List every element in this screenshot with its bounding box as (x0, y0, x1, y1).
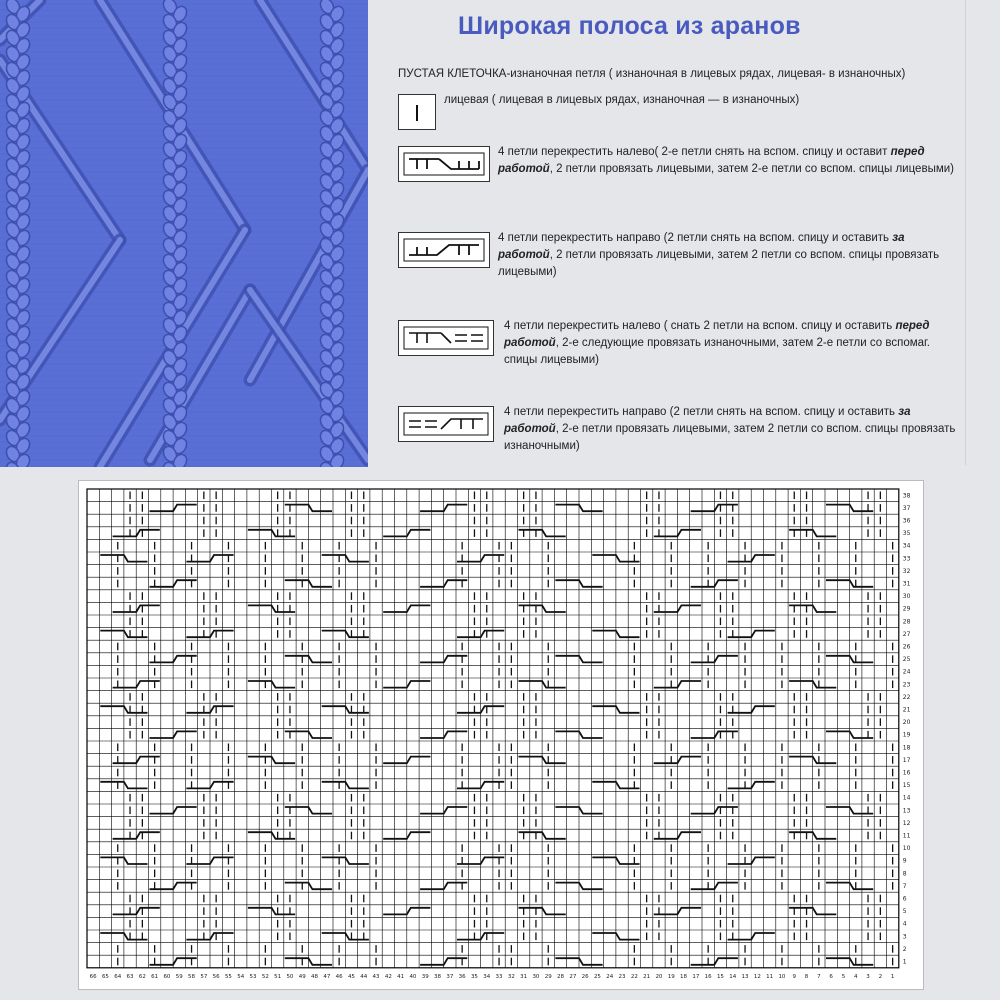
column-number: 54 (237, 973, 245, 980)
column-number: 42 (384, 973, 392, 980)
column-number: 59 (175, 973, 183, 980)
column-number: 30 (532, 973, 540, 980)
row-number: 1 (902, 958, 907, 966)
legend-cross-left-knit-text: 4 петли перекрестить налево( 2-е петли снять на вспом. спицу и оставит перед работой, 2 петли провязать лицевыми, затем 2-е петли со вспом. спицы лицевыми) (498, 146, 954, 175)
column-number: 29 (544, 973, 552, 980)
column-number: 24 (606, 973, 614, 980)
column-number: 62 (138, 973, 146, 980)
column-number: 32 (507, 973, 515, 980)
knit-symbol-icon (398, 94, 436, 130)
legend-cross-right-purl-text: 4 петли перекрестить направо (2 петли снять на вспом. спицу и оставить за работой, 2-е петли провязать лицевыми, затем 2 петли со вспом. спицы провязать изнаночными) (504, 406, 956, 452)
row-number: 9 (902, 857, 907, 865)
column-number: 51 (274, 973, 282, 980)
column-number: 3 (866, 973, 870, 980)
column-number: 45 (347, 973, 355, 980)
row-number: 4 (902, 920, 907, 928)
column-number: 53 (249, 973, 257, 980)
column-number: 11 (766, 973, 774, 980)
column-number: 55 (224, 973, 232, 980)
knitting-chart-grid (79, 481, 923, 989)
column-number: 15 (716, 973, 724, 980)
row-number: 5 (902, 908, 907, 916)
row-number: 3 (902, 933, 907, 941)
column-number: 5 (841, 973, 846, 980)
legend-knit-text: лицевая ( лицевая в лицевых рядах, изнаночная — в изнаночных) (444, 94, 800, 106)
column-number: 44 (360, 973, 368, 980)
column-number: 19 (667, 973, 675, 980)
column-number: 52 (261, 973, 269, 980)
column-number: 6 (829, 973, 833, 980)
column-number: 34 (483, 973, 491, 980)
knitting-chart (78, 480, 924, 990)
row-number: 34 (902, 542, 911, 550)
row-number: 36 (902, 517, 911, 525)
row-number: 25 (902, 656, 911, 664)
row-number: 37 (902, 504, 911, 512)
row-number: 15 (902, 782, 911, 790)
column-number: 57 (200, 973, 208, 980)
column-number: 35 (470, 973, 478, 980)
column-number: 7 (817, 973, 821, 980)
cross-left-knit-icon (398, 146, 490, 182)
row-number: 13 (902, 807, 911, 815)
column-number-labels (90, 974, 895, 980)
row-number: 19 (902, 731, 911, 739)
row-number: 11 (902, 832, 911, 840)
row-number: 2 (902, 945, 907, 953)
column-number: 26 (581, 973, 589, 980)
column-number: 18 (680, 973, 688, 980)
row-number: 23 (902, 681, 911, 689)
column-number: 41 (397, 973, 405, 980)
row-number: 35 (902, 530, 911, 538)
legend-cross-left-purl-text: 4 петли перекрестить налево ( снать 2 петли на вспом. спицу и оставить перед работой, 2-е следующие провязать изнаночными, затем 2-е петли со вспомаг. спицы лицевыми) (504, 320, 930, 366)
row-number: 22 (902, 693, 911, 701)
column-number: 36 (458, 973, 466, 980)
column-number: 17 (692, 973, 700, 980)
column-number: 13 (741, 973, 749, 980)
column-number: 14 (729, 973, 737, 980)
column-number: 63 (126, 973, 134, 980)
column-number: 37 (446, 973, 454, 980)
column-number: 2 (878, 973, 883, 980)
row-number: 30 (902, 593, 911, 601)
column-number: 8 (804, 973, 809, 980)
row-number: 29 (902, 605, 911, 613)
row-number: 27 (902, 630, 911, 638)
cross-right-knit-icon (398, 232, 490, 268)
column-number: 25 (593, 973, 601, 980)
column-number: 47 (323, 973, 331, 980)
row-number: 10 (902, 845, 911, 853)
column-number: 40 (409, 973, 417, 980)
row-number: 20 (902, 719, 911, 727)
row-number: 33 (902, 555, 911, 563)
cross-right-purl-icon (398, 406, 494, 442)
column-number: 49 (298, 973, 306, 980)
column-number: 39 (421, 973, 429, 980)
column-number: 1 (890, 973, 895, 980)
column-number: 23 (618, 973, 626, 980)
column-number: 10 (778, 973, 786, 980)
column-number: 38 (434, 973, 442, 980)
knitted-fabric-photo (0, 0, 368, 467)
row-number: 38 (902, 492, 911, 500)
row-number-labels (903, 492, 911, 965)
legend-empty-cell: ПУСТАЯ КЛЕТОЧКА-изнаночная петля ( изнаночная в лицевых рядах, лицевая- в изнаночных) (398, 68, 906, 80)
legend-cross-right-knit-text: 4 петли перекрестить направо (2 петли снять на вспом. спицу и оставить за работой, 2 петли провязать лицевыми, затем 2 петли со вспом. спицы провязать лицевыми) (498, 232, 940, 278)
column-number: 12 (753, 973, 761, 980)
column-number: 50 (286, 973, 294, 980)
column-number: 33 (495, 973, 503, 980)
column-number: 31 (520, 973, 528, 980)
column-number: 9 (792, 973, 796, 980)
row-number: 31 (902, 580, 911, 588)
column-number: 20 (655, 973, 663, 980)
column-number: 58 (188, 973, 196, 980)
legend-panel (380, 0, 966, 465)
column-number: 21 (643, 973, 651, 980)
page-title: Широкая полоса из аранов (458, 12, 801, 40)
row-number: 12 (902, 819, 911, 827)
row-number: 26 (902, 643, 911, 651)
column-number: 46 (335, 973, 343, 980)
row-number: 8 (902, 870, 907, 878)
column-number: 60 (163, 973, 171, 980)
column-number: 56 (212, 973, 220, 980)
column-number: 22 (630, 973, 638, 980)
row-number: 24 (902, 668, 911, 676)
column-number: 64 (114, 973, 122, 980)
column-number: 66 (89, 973, 97, 980)
column-number: 65 (101, 973, 109, 980)
column-number: 28 (557, 973, 565, 980)
row-number: 21 (902, 706, 911, 714)
row-number: 32 (902, 567, 911, 575)
row-number: 18 (902, 744, 911, 752)
column-number: 27 (569, 973, 577, 980)
row-number: 14 (902, 794, 911, 802)
cross-left-purl-icon (398, 320, 494, 356)
row-number: 6 (902, 895, 907, 903)
column-number: 43 (372, 973, 380, 980)
column-number: 16 (704, 973, 712, 980)
row-number: 17 (902, 756, 911, 764)
row-number: 7 (902, 882, 907, 890)
column-number: 48 (311, 973, 319, 980)
row-number: 16 (902, 769, 911, 777)
column-number: 61 (151, 973, 159, 980)
row-number: 28 (902, 618, 911, 626)
column-number: 4 (854, 973, 858, 980)
